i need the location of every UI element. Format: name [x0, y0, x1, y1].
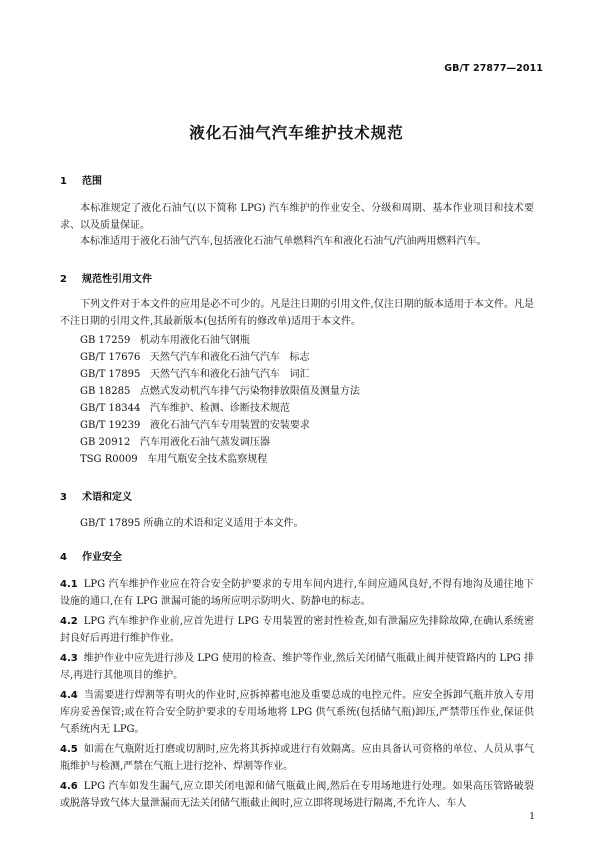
section-title: 作业安全 [82, 552, 122, 563]
clause-4-5 [60, 742, 534, 776]
clause-4-6 [60, 779, 534, 813]
reference-item: GB/T 17676 天然气汽车和液化石油气汽车 标志 [80, 352, 310, 363]
clause-number: 4.4 [60, 690, 78, 701]
clause-4-3 [60, 651, 534, 685]
clause-text: 如需在气瓶附近打磨或切割时,应先将其拆掉或进行有效隔离。应由具备认可资格的单位、人员从事气瓶维护与检测,严禁在气瓶上进行挖补、焊割等作业。 [60, 744, 534, 772]
reference-item: TSG R0009 车用气瓶安全技术监察规程 [80, 454, 268, 465]
standard-number: GB/T 27877—2011 [444, 63, 543, 74]
section-title: 范围 [82, 176, 102, 187]
clause-text: LPG 汽车如发生漏气,应立即关闭电源和储气瓶截止阀,然后在专用场地进行处理。如果高压管路破裂或脱落导致气体大量泄漏而无法关闭储气瓶截止阀时,应立即将现场进行隔离,不允许人、车人 [60, 781, 534, 809]
section-title: 规范性引用文件 [82, 274, 152, 285]
clause-text: LPG 汽车维护作业前,应首先进行 LPG 专用装置的密封性检查,如有泄漏应先排除故障,在确认系统密封良好后再进行维护作业。 [60, 616, 534, 644]
clause-number: 4.2 [60, 616, 78, 627]
section-4-heading [60, 548, 122, 563]
section-2-intro: 下列文件对于本文件的应用是必不可少的。凡是注日期的引用文件,仅注日期的版本适用于本文件。凡是不注日期的引用文件,其最新版本(包括所有的修改单)适用于本文件。 [60, 299, 534, 327]
section-number: 4 [60, 552, 67, 563]
clause-number: 4.3 [60, 653, 78, 664]
reference-item: GB/T 19239 液化石油气汽车专用装置的安装要求 [80, 420, 310, 431]
section-2-heading [60, 270, 152, 285]
section-1-paragraph-2: 本标准适用于液化石油气汽车,包括液化石油气单燃料汽车和液化石油气/汽油两用燃料汽车。 [80, 236, 487, 247]
clause-number: 4.1 [60, 579, 78, 590]
clause-text: 当需要进行焊割等有明火的作业时,应拆掉蓄电池及重要总成的电控元件。应安全拆卸气瓶并放入专用库房妥善保管;或在符合安全防护要求的专用场地将 LPG 供气系统(包括储气瓶)卸压,严禁带压作业,保证供气系统内无 LPG。 [60, 690, 534, 735]
section-1-paragraph-1: 本标准规定了液化石油气(以下简称 LPG) 汽车维护的作业安全、分级和周期、基本作业项目和技术要求、以及质量保证。 [60, 203, 534, 231]
reference-item: GB 17259 机动车用液化石油气钢瓶 [80, 335, 250, 346]
section-number: 3 [60, 492, 67, 503]
section-3-heading [60, 488, 132, 503]
section-number: 1 [60, 176, 67, 187]
clause-4-2 [60, 614, 534, 648]
section-1-heading [60, 172, 102, 187]
clause-text: LPG 汽车维护作业应在符合安全防护要求的专用车间内进行,车间应通风良好,不得有地沟及通往地下设施的通口,在有 LPG 泄漏可能的场所应明示防明火、防静电的标志。 [60, 579, 534, 607]
reference-item: GB/T 17895 天然气汽车和液化石油气汽车 词汇 [80, 369, 310, 380]
reference-item: GB 18285 点燃式发动机汽车排气污染物排放限值及测量方法 [80, 386, 360, 397]
clause-4-1 [60, 577, 534, 611]
document-title: 液化石油气汽车维护技术规范 [189, 124, 404, 142]
page-number: 1 [529, 812, 535, 822]
clause-number: 4.6 [60, 781, 78, 792]
clause-text: 维护作业中应先进行涉及 LPG 使用的检查、维护等作业,然后关闭储气瓶截止阀并使管路内的 LPG 排尽,再进行其他项目的维护。 [60, 653, 534, 681]
section-number: 2 [60, 274, 67, 285]
section-3-paragraph: GB/T 17895 所确立的术语和定义适用于本文件。 [80, 518, 304, 529]
clause-4-4 [60, 688, 534, 738]
section-title: 术语和定义 [82, 492, 132, 503]
reference-item: GB 20912 汽车用液化石油气蒸发调压器 [80, 437, 270, 448]
reference-item: GB/T 18344 汽车维护、检测、诊断技术规范 [80, 403, 290, 414]
clause-number: 4.5 [60, 744, 78, 755]
